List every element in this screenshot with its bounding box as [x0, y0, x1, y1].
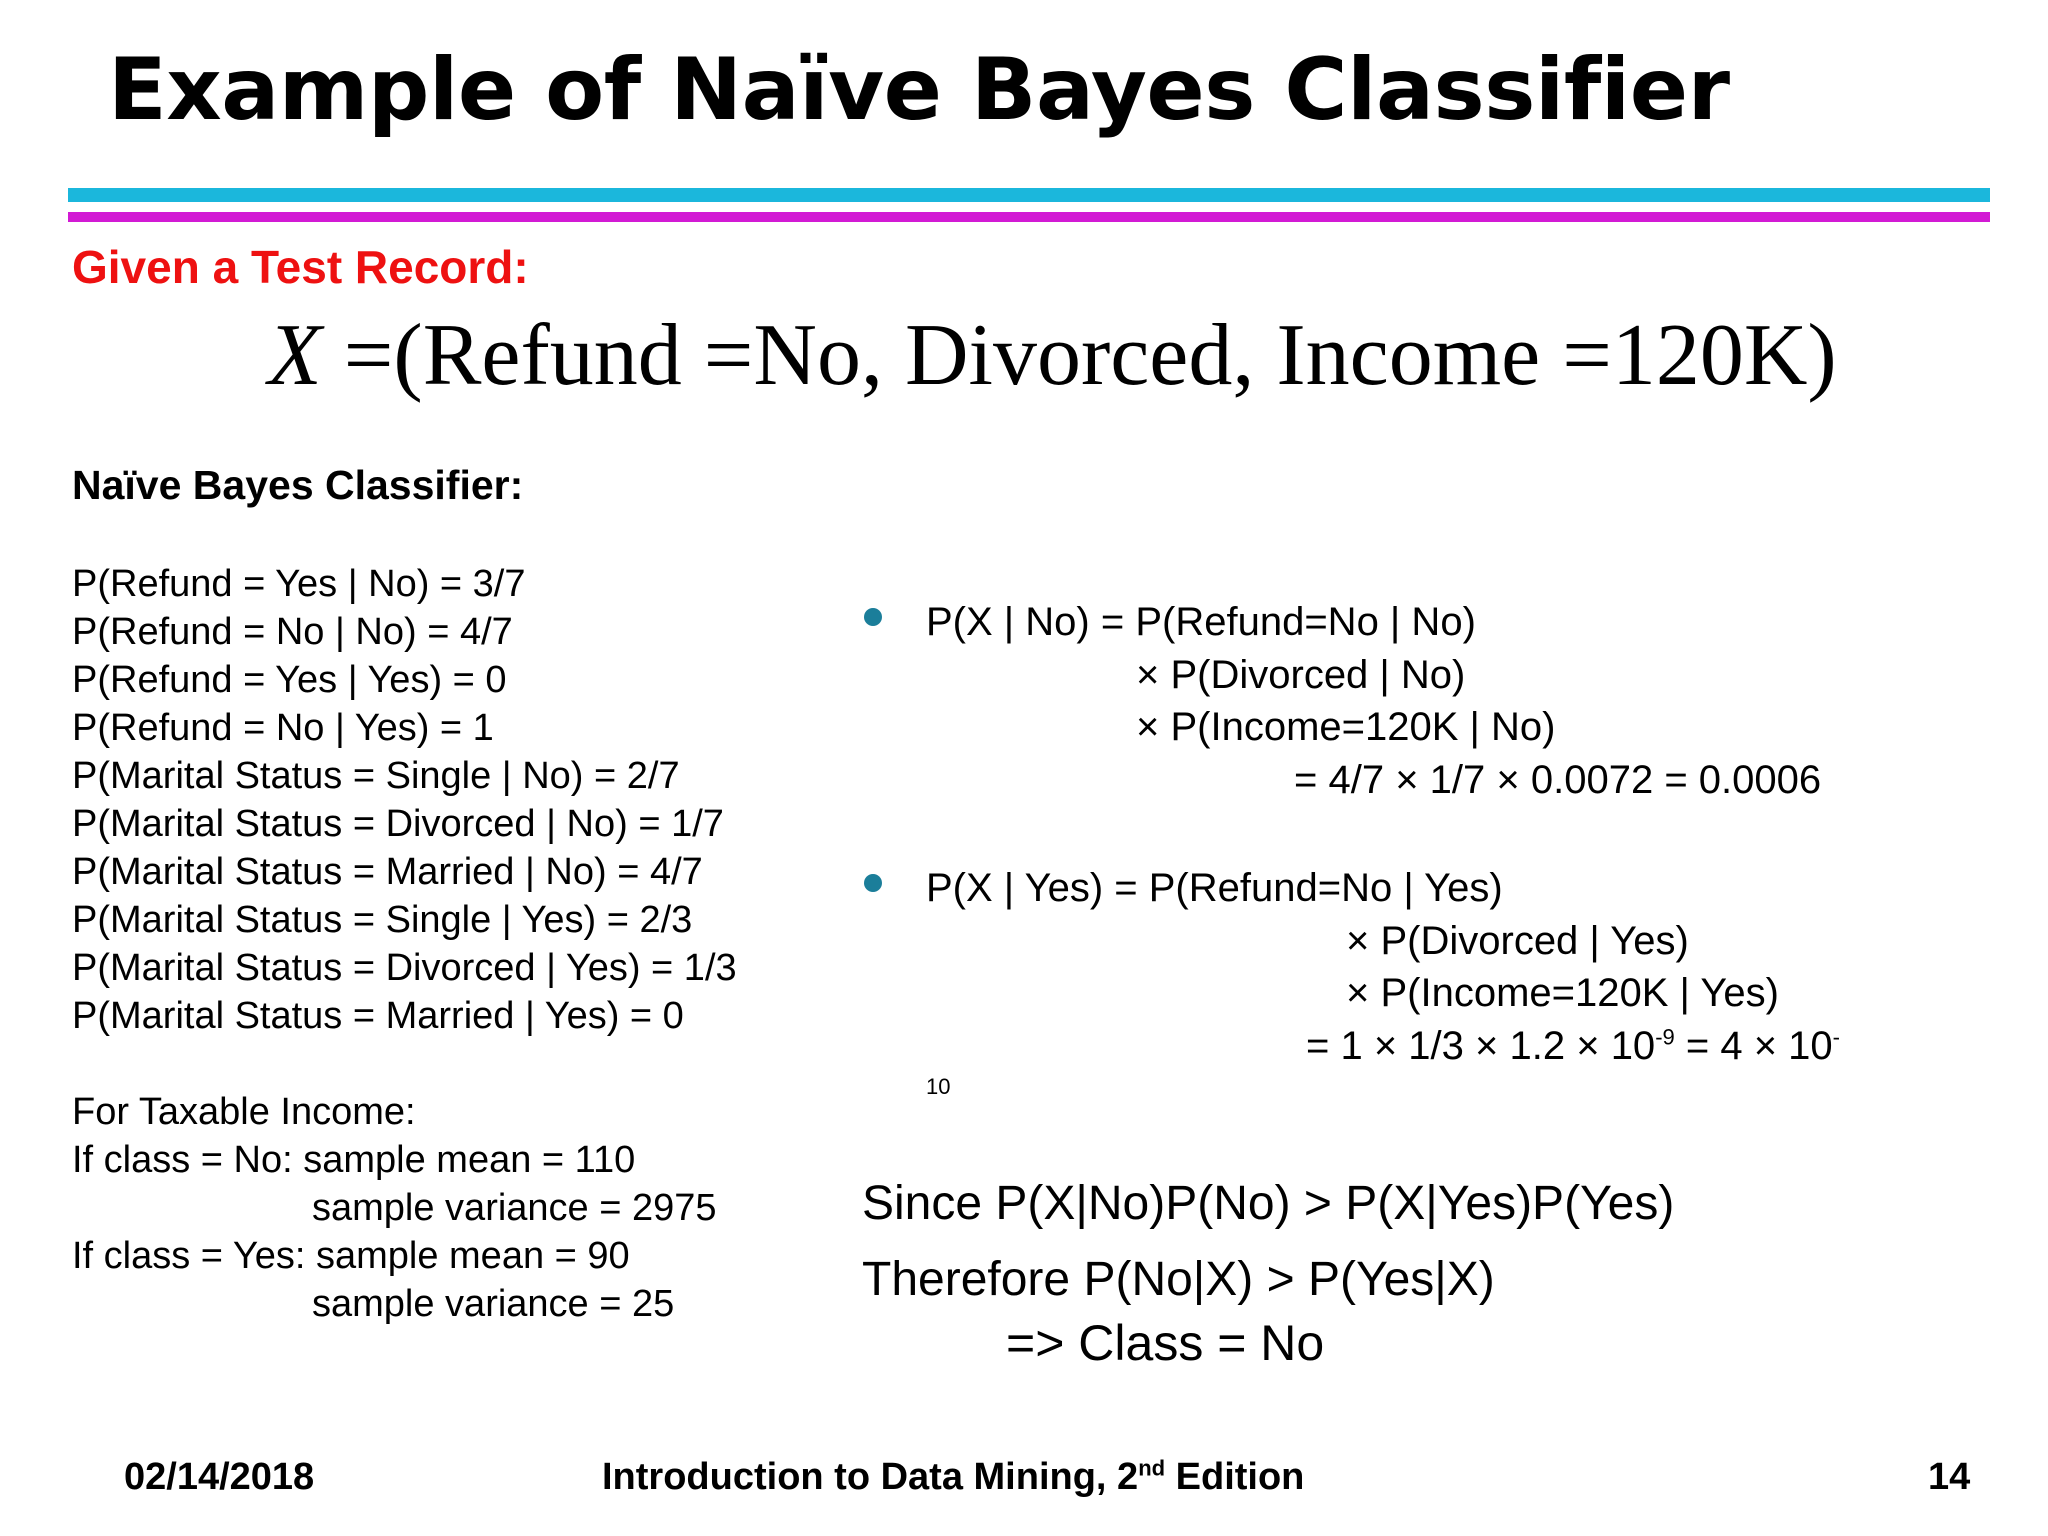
calc-no-line-2: × P(Divorced | No)	[1136, 652, 1466, 697]
classifier-heading: Naïve Bayes Classifier:	[72, 462, 524, 508]
exponent: -	[1832, 1024, 1840, 1050]
bullet-icon	[864, 608, 882, 626]
given-test-record-label: Given a Test Record:	[72, 241, 529, 293]
yes-class-mean: If class = Yes: sample mean = 90	[72, 1235, 630, 1277]
calc-no-line-1: P(X | No) = P(Refund=No | No)	[926, 600, 1476, 644]
calc-yes-line-4	[926, 1020, 1840, 1073]
probability-item: P(Marital Status = Single | Yes) = 2/3	[72, 899, 693, 941]
probability-item: P(Marital Status = Divorced | No) = 1/7	[72, 803, 724, 845]
calc-yes-block	[926, 862, 1840, 1072]
probability-list	[72, 560, 737, 1040]
class-result: => Class = No	[1006, 1315, 1325, 1371]
probability-item: P(Marital Status = Married | No) = 4/7	[72, 851, 703, 893]
title-rule-cyan	[68, 188, 1990, 202]
taxable-income-block	[72, 1088, 717, 1328]
footer-page-number: 14	[1928, 1456, 1971, 1498]
probability-item: P(Refund = No | No) = 4/7	[72, 611, 513, 653]
calc-no-line-4: = 4/7 × 1/7 × 0.0072 = 0.0006	[1294, 757, 1822, 802]
no-class-mean: If class = No: sample mean = 110	[72, 1139, 636, 1181]
footer-book-b: Edition	[1165, 1456, 1305, 1498]
exponent: -9	[1655, 1024, 1675, 1050]
taxable-income-heading: For Taxable Income:	[72, 1091, 416, 1133]
probability-item: P(Marital Status = Divorced | Yes) = 1/3	[72, 947, 737, 989]
probability-item: P(Marital Status = Married | Yes) = 0	[72, 995, 684, 1037]
footer-book-sup: nd	[1138, 1455, 1166, 1481]
footer-book-a: Introduction to Data Mining, 2	[602, 1456, 1139, 1498]
calc-no-line-3: × P(Income=120K | No)	[1136, 705, 1556, 749]
calc-yes-line-4-b: = 4 × 10	[1674, 1023, 1833, 1068]
test-record-formula	[268, 305, 1837, 406]
probability-item: P(Marital Status = Single | No) = 2/7	[72, 755, 680, 797]
therefore-statement: Therefore P(No|X) > P(Yes|X)	[862, 1253, 1495, 1306]
title-rule-magenta	[68, 212, 1990, 222]
calc-yes-line-4-a: = 1 × 1/3 × 1.2 × 10	[1306, 1023, 1656, 1068]
footer-book-title	[602, 1456, 1304, 1499]
probability-item: P(Refund = Yes | No) = 3/7	[72, 563, 526, 605]
calc-yes-line-2: × P(Divorced | Yes)	[1346, 918, 1689, 963]
footer-date: 02/14/2018	[124, 1456, 315, 1498]
probability-item: P(Refund = Yes | Yes) = 0	[72, 659, 507, 701]
no-class-variance: sample variance = 2975	[312, 1187, 717, 1229]
since-statement: Since P(X|No)P(No) > P(X|Yes)P(Yes)	[862, 1177, 1675, 1230]
slide-title: Example of Naïve Bayes Classifier	[108, 40, 1730, 140]
formula-expression: =(Refund =No, Divorced, Income =120K)	[321, 307, 1837, 404]
calc-yes-line-1: P(X | Yes) = P(Refund=No | Yes)	[926, 866, 1503, 910]
calc-yes-line-3: × P(Income=120K | Yes)	[1346, 971, 1779, 1015]
yes-class-variance: sample variance = 25	[312, 1283, 675, 1325]
formula-variable: X	[268, 307, 322, 404]
bullet-icon	[864, 874, 882, 892]
calc-yes-line-5: 10	[926, 1074, 951, 1099]
calc-no-block	[926, 596, 1821, 806]
probability-item: P(Refund = No | Yes) = 1	[72, 707, 494, 749]
title-rule-gap	[68, 202, 1990, 212]
